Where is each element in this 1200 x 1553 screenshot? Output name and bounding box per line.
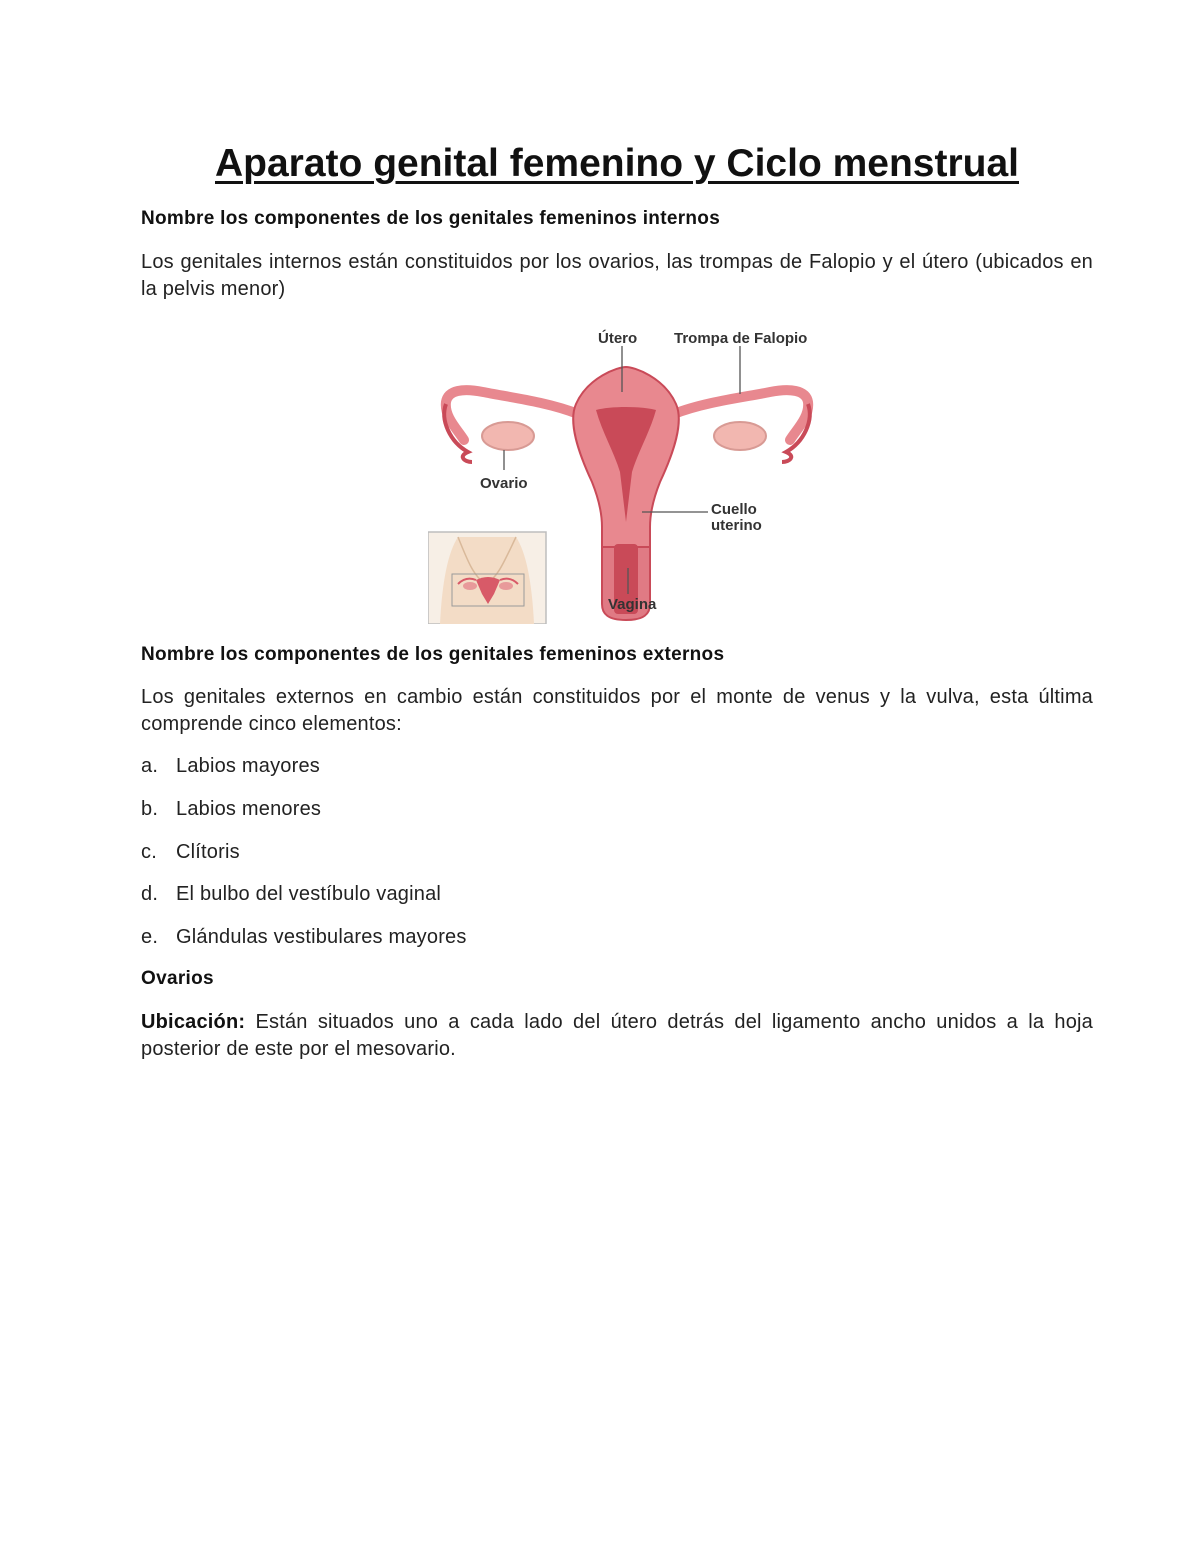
external-genitals-text: Los genitales externos en cambio están constituidos por el monte de venus y la vulva, esta última comprende cinco elementos: bbox=[141, 686, 1093, 735]
label-ovario: Ovario bbox=[480, 475, 528, 492]
list-item bbox=[141, 881, 441, 908]
list-marker: e. bbox=[141, 926, 159, 948]
ubicacion-label: Ubicación: bbox=[141, 1011, 246, 1033]
list-item-label: Labios mayores bbox=[176, 755, 320, 777]
list-item-label: Clítoris bbox=[176, 841, 240, 863]
external-genitals-heading: Nombre los componentes de los genitales femeninos externos bbox=[141, 644, 725, 665]
list-item-label: Labios menores bbox=[176, 798, 322, 820]
left-ovary bbox=[482, 422, 534, 450]
list-item bbox=[141, 924, 467, 951]
label-cuello: Cuello bbox=[711, 501, 757, 518]
list-item bbox=[141, 839, 240, 866]
internal-genitals-text: Los genitales internos están constituidos por los ovarios, las trompas de Falopio y el útero (ubicados en la pelvis menor) bbox=[141, 251, 1093, 300]
ubicacion-paragraph bbox=[141, 1009, 1093, 1063]
list-marker: b. bbox=[141, 798, 159, 820]
internal-genitals-heading: Nombre los componentes de los genitales femeninos internos bbox=[141, 208, 721, 229]
label-vagina: Vagina bbox=[608, 596, 657, 613]
label-trompa-de-falopio: Trompa de Falopio bbox=[674, 330, 808, 347]
ubicacion-text: Están situados uno a cada lado del útero detrás del ligamento ancho unidos a la hoja posterior de este por el mesovario. bbox=[141, 1011, 1093, 1060]
list-item bbox=[141, 753, 320, 780]
ovarios-heading: Ovarios bbox=[141, 968, 214, 989]
list-marker: a. bbox=[141, 755, 159, 777]
page-title: Aparato genital femenino y Ciclo menstrual bbox=[215, 142, 1019, 185]
list-marker: c. bbox=[141, 841, 157, 863]
list-marker: d. bbox=[141, 883, 159, 905]
label-uterino: uterino bbox=[711, 517, 762, 534]
body-inset-thumbnail bbox=[428, 532, 546, 624]
label-utero: Útero bbox=[598, 330, 638, 347]
uterus-diagram bbox=[428, 322, 823, 624]
list-item-label: El bulbo del vestíbulo vaginal bbox=[176, 883, 442, 905]
list-item-label: Glándulas vestibulares mayores bbox=[176, 926, 467, 948]
right-ovary bbox=[714, 422, 766, 450]
list-item bbox=[141, 796, 321, 823]
